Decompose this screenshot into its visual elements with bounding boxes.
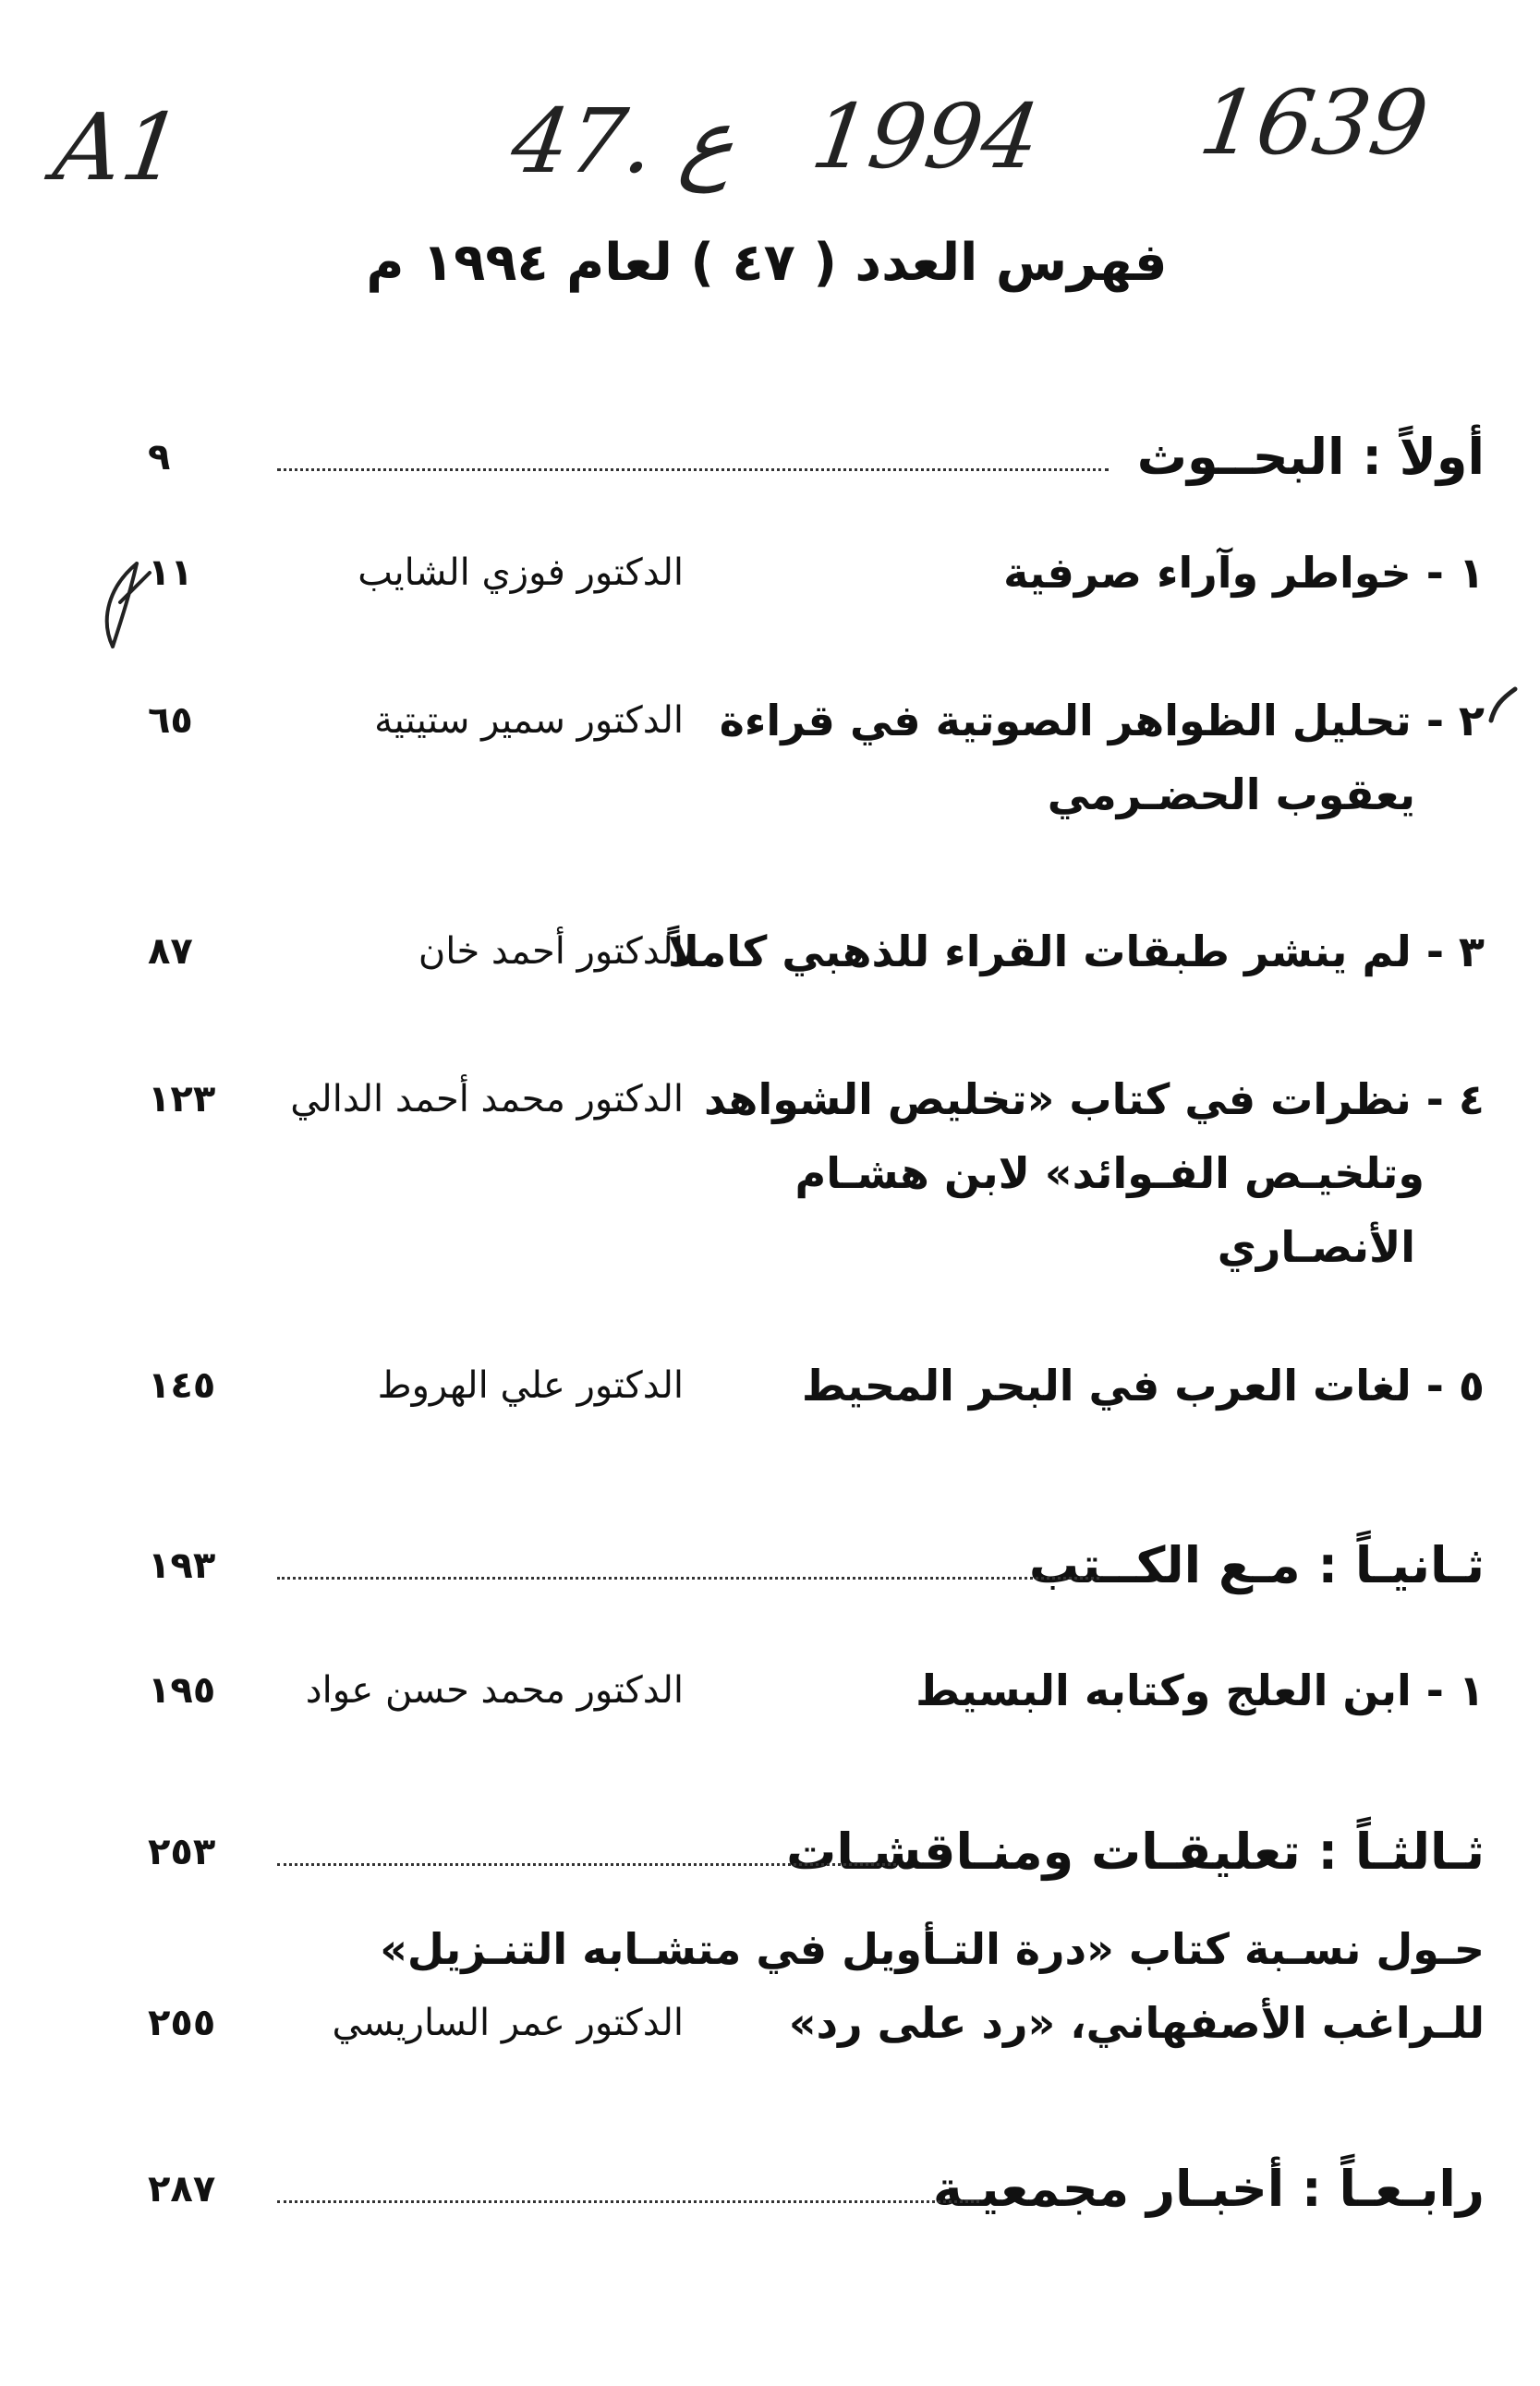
- entry-title-line: ٤ - نظرات في كتاب «تخليص الشواهد: [703, 1074, 1485, 1124]
- entry-title: ٥ - لغات العرب في البحر المحيط: [801, 1361, 1485, 1411]
- dot-leader: [277, 1577, 1099, 1580]
- entry-title-line: وتلخيـص الفـوائد» لابن هشـام: [794, 1148, 1425, 1198]
- toc-entry: [0, 536, 1540, 610]
- page-number: ١٢٣: [148, 1078, 216, 1120]
- page-number: ١٩٣: [148, 1544, 216, 1587]
- entry-title: ٣ - لم ينشر طبقات القراء للذهبي كاملاً: [667, 927, 1485, 976]
- page-number: ٢٥٣: [148, 1831, 216, 1873]
- toc-entry: [0, 1349, 1540, 1423]
- entry-author: الدكتور فوزي الشايب: [358, 551, 684, 594]
- section-title: أولاً : البحــوث: [1136, 428, 1485, 486]
- page-number: ١٩٥: [148, 1669, 216, 1712]
- entry-title-line: للـراغب الأصفهاني، «رد على رد»: [788, 1998, 1485, 2048]
- handwritten-check-mark: [92, 545, 166, 656]
- entry-title: ١ - خواطر وآراء صرفية: [1003, 548, 1485, 598]
- dot-leader: [277, 468, 1109, 471]
- page-number: ٩: [148, 436, 171, 478]
- dot-leader: [277, 1863, 896, 1866]
- entry-title-line: يعقوب الحضـرمي: [1047, 769, 1415, 819]
- page-number: ٢٨٧: [148, 2168, 216, 2210]
- handwritten-code: A1: [47, 93, 189, 201]
- section-title: رابـعـاً : أخبـار مجمعيـة: [932, 2160, 1485, 2218]
- page-number: ٨٧: [148, 930, 193, 973]
- section-academy-news: [0, 2152, 1540, 2226]
- page-number: ١١: [148, 551, 193, 594]
- section-comments: [0, 1815, 1540, 1889]
- handwritten-year: 1994: [806, 85, 1047, 188]
- entry-title-line: الأنصـاري: [1217, 1222, 1415, 1272]
- section-books: [0, 1529, 1540, 1603]
- entry-author: الدكتور محمد حسن عواد: [305, 1669, 684, 1712]
- section-research: [0, 420, 1540, 494]
- dot-leader: [277, 2200, 979, 2203]
- entry-title: ١ - ابن العلج وكتابه البسيط: [916, 1665, 1485, 1715]
- page-number: ١٤٥: [148, 1364, 216, 1407]
- entry-title-line: ٢ - تحليل الظواهر الصوتية في قراءة: [719, 696, 1485, 745]
- toc-entry: [0, 1912, 1540, 2060]
- toc-entry: [0, 1062, 1540, 1284]
- entry-author: الدكتور سمير ستيتية: [374, 699, 684, 742]
- handwritten-volume: 47. ع: [505, 90, 743, 193]
- toc-entry: [0, 684, 1540, 831]
- toc-entry: [0, 914, 1540, 988]
- page-number: ٦٥: [148, 699, 193, 742]
- section-title: ثـانيـاً : مـع الكــتب: [1028, 1536, 1485, 1594]
- entry-author: الدكتور محمد أحمد الدالي: [290, 1078, 684, 1120]
- toc-entry: [0, 1653, 1540, 1727]
- page-title: فهرس العدد ( ٤٧ ) لعام ١٩٩٤ م: [366, 233, 1168, 293]
- entry-author: الدكتور عمر الساريسي: [332, 2002, 684, 2044]
- entry-author: الدكتور علي الهروط: [377, 1364, 684, 1407]
- entry-title-line: حـول نسـبة كتاب «درة التـأويل في متشـابه التنـزيل»: [380, 1924, 1485, 1974]
- page-number: ٢٥٥: [148, 2002, 216, 2044]
- entry-author: الدكتور أحمد خان: [418, 930, 684, 973]
- handwritten-number: 1639: [1194, 71, 1435, 175]
- section-title: ثـالثـاً : تعليقـات ومنـاقشـات: [786, 1823, 1485, 1881]
